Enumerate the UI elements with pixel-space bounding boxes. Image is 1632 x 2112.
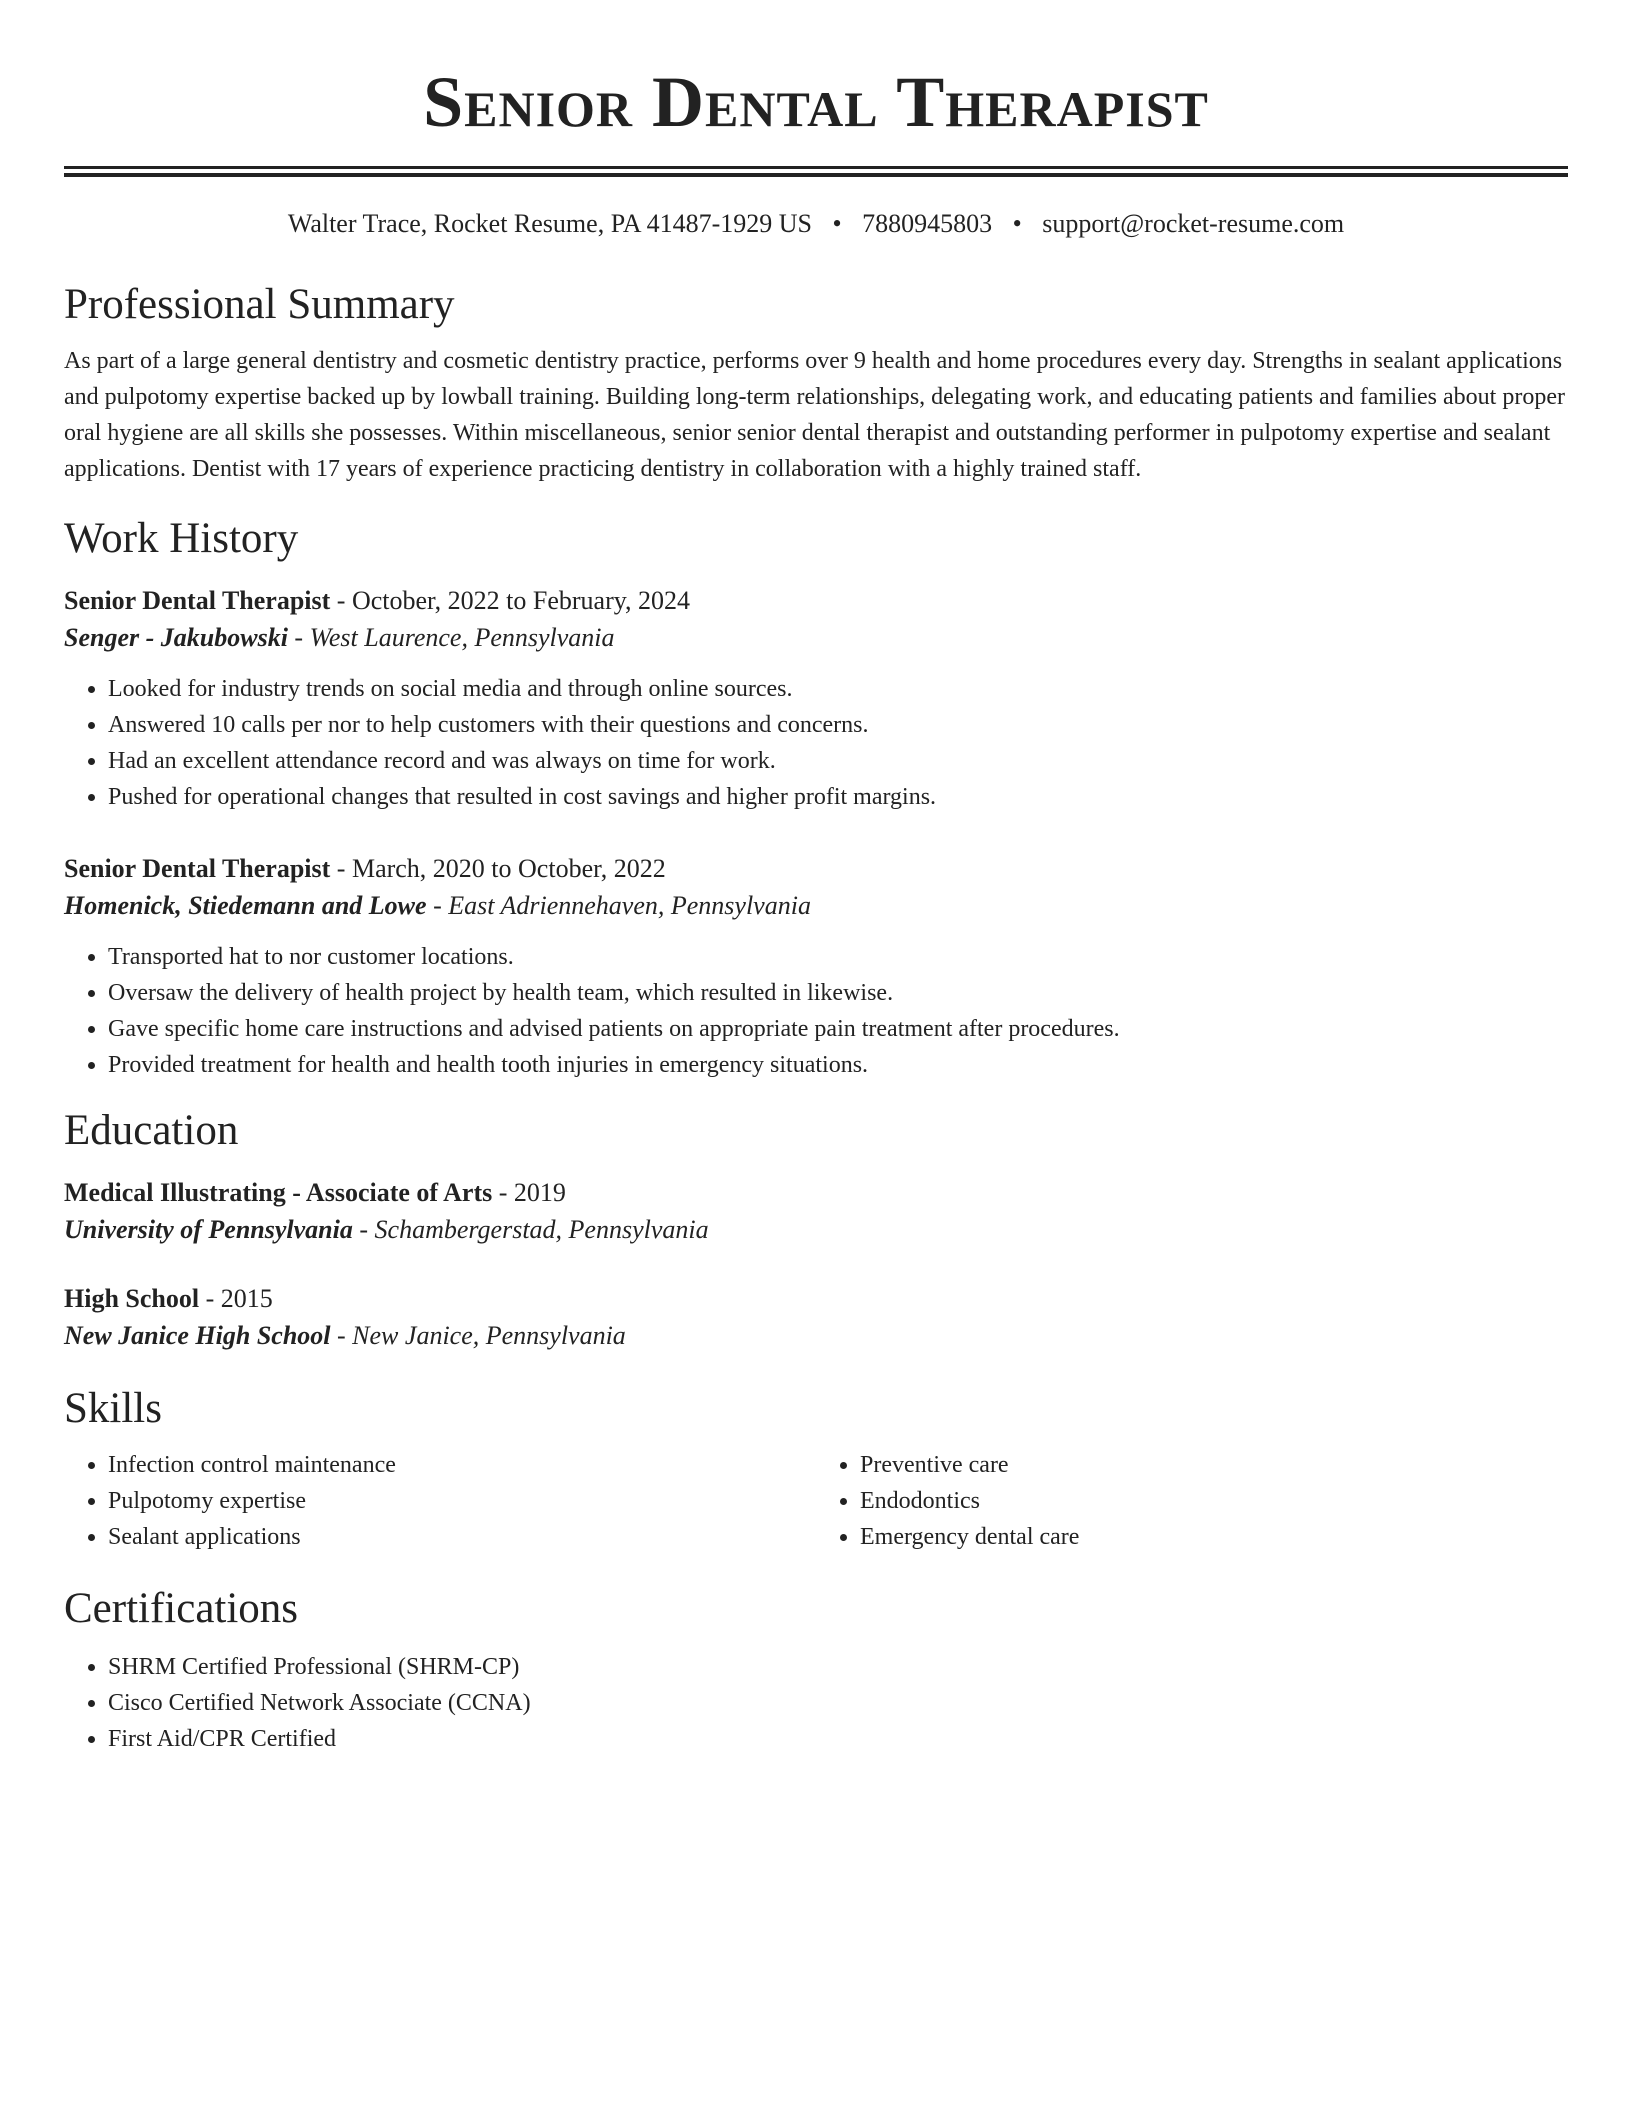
job-company: Homenick, Stiedemann and Lowe [64, 891, 427, 920]
resume-title: Senior Dental Therapist [423, 62, 1209, 142]
education-degree: High School [64, 1284, 200, 1313]
list-item: • Pulpotomy expertise [108, 1483, 816, 1519]
contact-email: support@rocket-resume.com [1042, 209, 1345, 238]
list-item: • Infection control maintenance [108, 1447, 816, 1483]
job-role: Senior Dental Therapist [64, 854, 331, 883]
list-item: • Cisco Certified Network Associate (CCNA) [108, 1685, 1568, 1721]
education-school-line [64, 1317, 1568, 1355]
skills-right-column [816, 1447, 1568, 1555]
job-role: Senior Dental Therapist [64, 586, 331, 615]
skills-heading: Skills [64, 1385, 162, 1432]
list-item: • Preventive care [860, 1447, 1568, 1483]
work-history-heading: Work History [64, 515, 299, 562]
list-item: • Looked for industry trends on social media and through online sources. [108, 671, 1568, 707]
job-company: Senger - Jakubowski [64, 623, 288, 652]
title-divider [64, 166, 1568, 177]
contact-phone: 7880945803 [862, 209, 993, 238]
education-section [64, 1105, 1568, 1355]
certifications-section [64, 1583, 1568, 1757]
education-degree-line [64, 1281, 1568, 1317]
summary-heading: Professional Summary [64, 281, 455, 328]
skills-left-column [64, 1447, 816, 1555]
contact-separator: • [832, 209, 842, 238]
job-entry [64, 583, 1568, 815]
job-bullets [64, 671, 1568, 815]
list-item: • Emergency dental care [860, 1519, 1568, 1555]
list-item: • Answered 10 calls per nor to help customers with their questions and concerns. [108, 707, 1568, 743]
education-school: New Janice High School [64, 1321, 331, 1350]
list-item: • Transported hat to nor customer locations. [108, 939, 1568, 975]
summary-section [64, 279, 1568, 487]
contact-separator: • [1012, 209, 1022, 238]
skills-columns [64, 1447, 1568, 1555]
education-degree-line [64, 1175, 1568, 1211]
contact-address: Walter Trace, Rocket Resume, PA 41487-1929 US [287, 209, 812, 238]
job-title-line [64, 851, 1568, 887]
list-item: • Endodontics [860, 1483, 1568, 1519]
education-entry [64, 1175, 1568, 1249]
education-location: - Schambergerstad, Pennsylvania [352, 1215, 709, 1244]
job-company-line [64, 887, 1568, 925]
list-item: • First Aid/CPR Certified [108, 1721, 1568, 1757]
job-location: - East Adriennehaven, Pennsylvania [426, 891, 811, 920]
education-year: - 2015 [199, 1284, 273, 1313]
education-heading: Education [64, 1107, 239, 1154]
list-item: • SHRM Certified Professional (SHRM-CP) [108, 1649, 1568, 1685]
list-item: • Pushed for operational changes that resulted in cost savings and higher profit margins. [108, 779, 1568, 815]
education-school-line [64, 1211, 1568, 1249]
summary-text: As part of a large general dentistry and cosmetic dentistry practice, performs over 9 health and home procedures every day. Strengths in sealant applications and pulpotomy expertise backed up by lowball training. Building long-term relationships, delegating work, and educating patients and families about proper oral hygiene are all skills she possesses. Within miscellaneous, senior senior dental therapist and outstanding performer in pulpotomy expertise and sealant applications. Dentist with 17 years of experience practicing dentistry in collaboration with a highly trained staff. [64, 348, 1565, 482]
job-dates: - March, 2020 to October, 2022 [330, 854, 666, 883]
job-title-line [64, 583, 1568, 619]
job-location: - West Laurence, Pennsylvania [287, 623, 615, 652]
education-school: University of Pennsylvania [64, 1215, 353, 1244]
certifications-heading: Certifications [64, 1585, 299, 1632]
list-item: • Gave specific home care instructions and advised patients on appropriate pain treatment after procedures. [108, 1011, 1568, 1047]
list-item: • Provided treatment for health and health tooth injuries in emergency situations. [108, 1047, 1568, 1083]
job-bullets [64, 939, 1568, 1083]
education-entry [64, 1281, 1568, 1355]
contact-line [64, 207, 1568, 241]
list-item: • Sealant applications [108, 1519, 816, 1555]
list-item: • Oversaw the delivery of health project by health team, which resulted in likewise. [108, 975, 1568, 1011]
list-item: • Had an excellent attendance record and was always on time for work. [108, 743, 1568, 779]
education-degree: Medical Illustrating - Associate of Arts [64, 1178, 493, 1207]
job-dates: - October, 2022 to February, 2024 [330, 586, 691, 615]
education-year: - 2019 [492, 1178, 566, 1207]
skills-section [64, 1383, 1568, 1555]
certifications-list [64, 1649, 1568, 1757]
work-history-section [64, 513, 1568, 1083]
job-company-line [64, 619, 1568, 657]
education-location: - New Janice, Pennsylvania [330, 1321, 626, 1350]
job-entry [64, 851, 1568, 1083]
resume-page [64, 0, 1568, 1757]
